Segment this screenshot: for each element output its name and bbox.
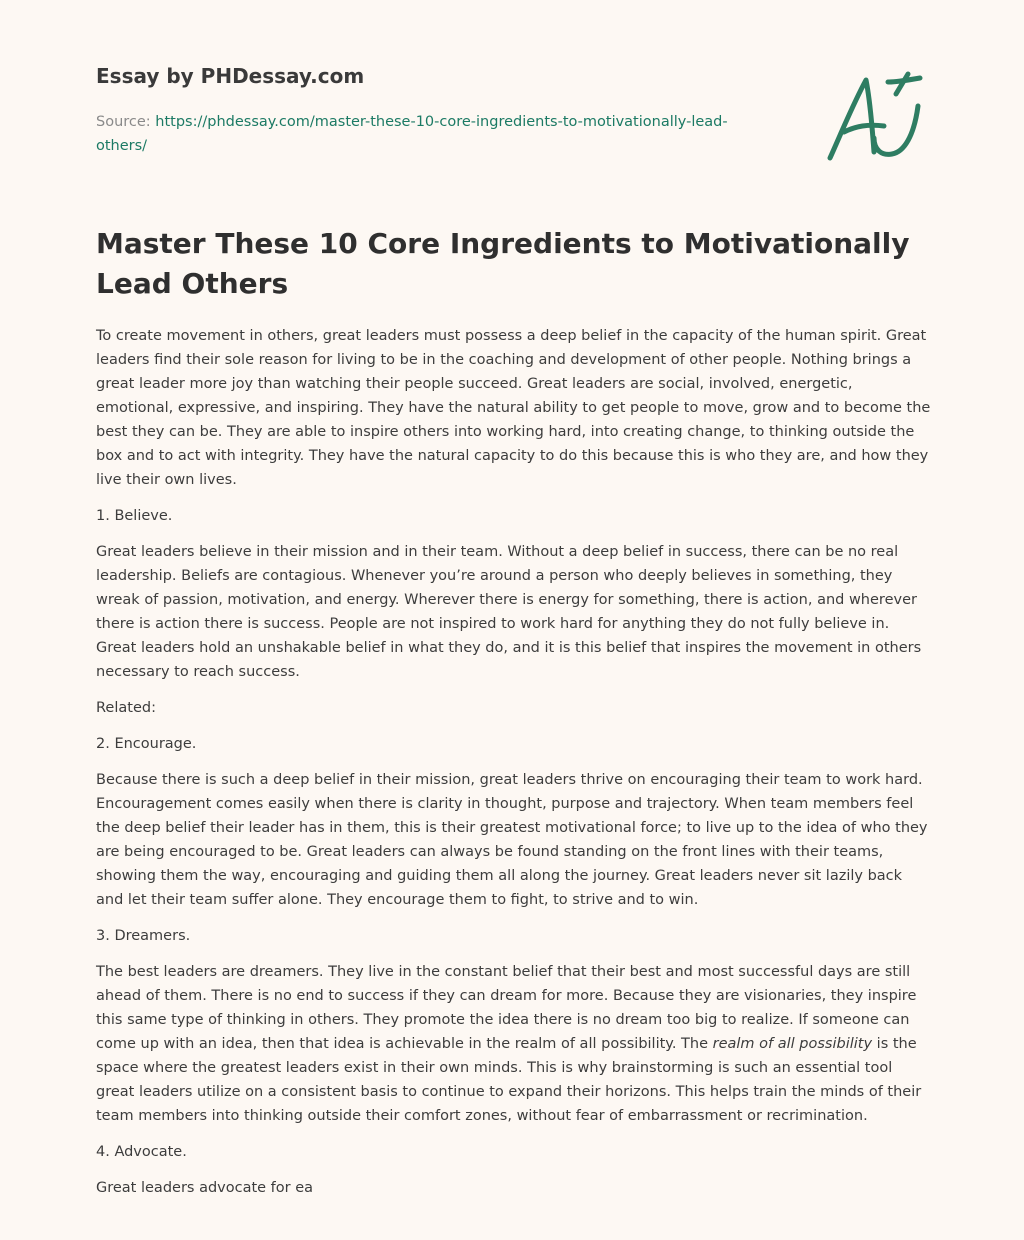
related-label: Related:	[96, 700, 156, 716]
section-heading-advocate: 4. Advocate.	[96, 1144, 187, 1160]
source-link[interactable]: https://phdessay.com/master-these-10-core-ingredients-to-motivationally-lead-others/	[96, 114, 728, 154]
section-heading-encourage: 2. Encourage.	[96, 736, 197, 752]
section-body-dreamers	[96, 960, 932, 1128]
essay-body	[96, 324, 932, 1212]
section-heading-believe: 1. Believe.	[96, 508, 173, 524]
section-body-encourage: Because there is such a deep belief in their mission, great leaders thrive on encouraging their team to work hard. Encouragement comes easily when there is clarity in thought, purpose and trajectory. When team members feel the deep belief their leader has in them, this is their greatest motivational force; to live up to the idea of who they are being encouraged to be. Great leaders can always be found standing on the front lines with their teams, showing them the way, encouraging and guiding them all along the journey. Great leaders never sit lazily back and let their team suffer alone. They encourage them to fight, to strive and to win.	[96, 772, 928, 908]
essay-title: Master These 10 Core Ingredients to Motivationally Lead Others	[96, 227, 910, 300]
dreamers-text-part1: The best leaders are dreamers. They live in the constant belief that their best and most successful days are still ahead of them. There is no end to success if they can dream for more. Because they are visionaries, they inspire this same type of thinking in others. They promote the idea there is no dream too big to realize. If someone can come up with an idea, then that idea is achievable in the realm of all possibility. The	[96, 964, 917, 1052]
section-heading-dreamers: 3. Dreamers.	[96, 928, 191, 944]
dreamers-emphasis: realm of all possibility	[712, 1036, 873, 1052]
a-plus-grade-icon	[822, 66, 932, 166]
site-title: Essay by PHDessay.com	[96, 64, 365, 88]
source-line	[96, 110, 776, 158]
section-body-advocate: Great leaders advocate for ea	[96, 1180, 314, 1196]
source-label: Source:	[96, 114, 151, 130]
intro-paragraph: To create movement in others, great leaders must possess a deep belief in the capacity of the human spirit. Great leaders find their sole reason for living to be in the coaching and development of other people. Nothing brings a great leader more joy than watching their people succeed. Great leaders are social, involved, energetic, emotional, expressive, and inspiring. They have the natural ability to get people to move, grow and to become the best they can be. They are able to inspire others into working hard, into creating change, to thinking outside the box and to act with integrity. They have the natural capacity to do this because this is who they are, and how they live their own lives.	[96, 328, 931, 488]
dreamers-text-part2: is the space where the greatest leaders exist in their own minds. This is why brainstorming is such an essential tool great leaders utilize on a consistent basis to continue to expand their horizons. This helps train the minds of their team members into thinking outside their comfort zones, without fear of embarrassment or recrimination.	[96, 1036, 922, 1124]
section-body-believe: Great leaders believe in their mission and in their team. Without a deep belief in success, there can be no real leadership. Beliefs are contagious. Whenever you’re around a person who deeply believes in something, they wreak of passion, motivation, and energy. Wherever there is energy for something, there is action, and wherever there is action there is success. People are not inspired to work hard for anything they do not fully believe in. Great leaders hold an unshakable belief in what they do, and it is this belief that inspires the movement in others necessary to reach success.	[96, 544, 922, 680]
